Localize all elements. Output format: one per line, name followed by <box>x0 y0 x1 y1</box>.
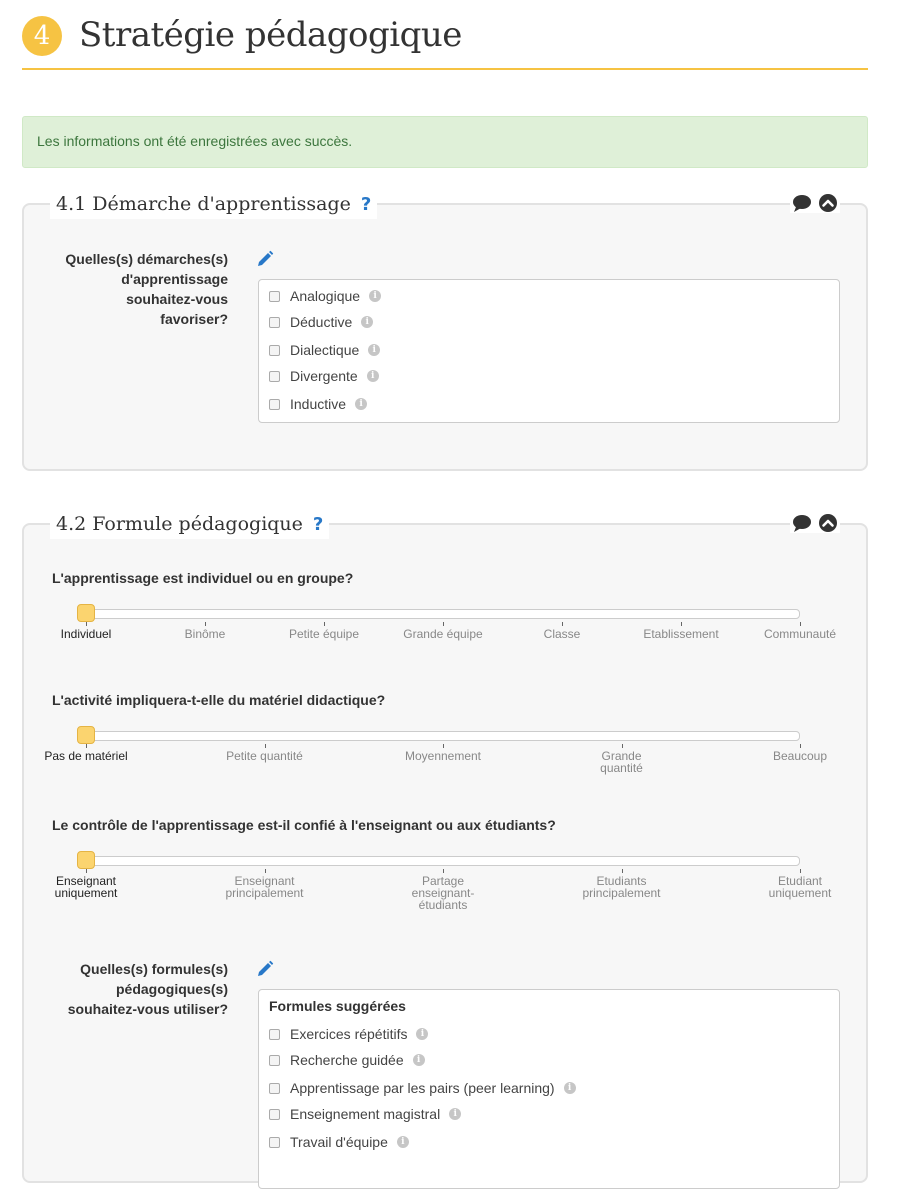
info-icon[interactable]: i <box>449 1108 461 1120</box>
step-number-badge: 4 <box>22 16 62 56</box>
pencil-icon[interactable] <box>256 960 274 978</box>
slider-tick-label-line: Partage <box>421 874 465 888</box>
option-label: Recherche guidée <box>290 1052 404 1068</box>
option-label: Inductive <box>290 396 347 412</box>
info-icon[interactable]: i <box>413 1054 425 1066</box>
formulas-options <box>258 989 840 1189</box>
pencil-icon[interactable] <box>256 250 274 268</box>
slider-tick <box>443 869 444 873</box>
slider-tick-label-line: Enseignant <box>234 874 295 888</box>
slider-tick-label[interactable] <box>621 628 741 640</box>
slider-tick <box>800 744 801 748</box>
slider-tick-label-line: Communauté <box>763 627 837 641</box>
chevron-up-circle-icon[interactable] <box>818 193 838 213</box>
slider-tick <box>205 622 206 626</box>
info-icon[interactable]: i <box>369 290 381 302</box>
option-label: Apprentissage par les pairs (peer learning) <box>290 1080 555 1096</box>
slider-tick-label-line: Etudiant <box>777 874 823 888</box>
option-dialectique[interactable] <box>269 342 380 358</box>
option-label: Enseignement magistral <box>290 1106 441 1122</box>
slider-handle[interactable] <box>77 604 95 622</box>
info-icon[interactable]: i <box>361 316 373 328</box>
slider-tick-label-line: étudiants <box>418 898 468 912</box>
slider-tick-label-line: uniquement <box>768 886 832 900</box>
checkbox[interactable] <box>269 399 280 410</box>
option-analogique[interactable] <box>269 288 381 304</box>
slider-track[interactable] <box>86 609 800 619</box>
slider-tick-label-line: Binôme <box>184 627 226 641</box>
slider-handle[interactable] <box>77 726 95 744</box>
slider-tick-label[interactable] <box>264 628 384 640</box>
slider-tick-label-line: Beaucoup <box>772 749 828 763</box>
panel-title: 4.2 Formule pédagogique <box>56 513 303 535</box>
slider-tick <box>324 622 325 626</box>
formulas-question: Quelles(s) formules(s) pédagogiques(s) souhaitez-vous utiliser? <box>67 961 228 1017</box>
option-label: Travail d'équipe <box>290 1134 388 1150</box>
slider-tick-label-line: enseignant- <box>411 886 475 900</box>
panel-tools <box>790 513 840 533</box>
slider-track[interactable] <box>86 731 800 741</box>
info-icon[interactable]: i <box>416 1028 428 1040</box>
slider-tick-label[interactable] <box>740 875 860 899</box>
slider-tick-label[interactable] <box>740 628 860 640</box>
slider-tick-label[interactable] <box>205 875 325 899</box>
checkbox[interactable] <box>269 1083 280 1094</box>
panel-pedagogical-formula <box>22 513 868 1183</box>
slider-tick <box>800 622 801 626</box>
info-icon[interactable]: i <box>368 344 380 356</box>
panel-legend <box>50 509 329 539</box>
slider-tick-label-line: Etudiants <box>596 874 647 888</box>
panel-legend <box>50 189 377 219</box>
info-icon[interactable]: i <box>397 1136 409 1148</box>
checkbox[interactable] <box>269 371 280 382</box>
checkbox[interactable] <box>269 1137 280 1148</box>
checkbox[interactable] <box>269 1109 280 1120</box>
slider-tick-label[interactable] <box>26 628 146 640</box>
slider-tick <box>265 869 266 873</box>
slider-tick-label[interactable] <box>383 875 503 911</box>
success-alert <box>22 116 868 168</box>
slider-tick <box>681 622 682 626</box>
suggested-formulas-heading: Formules suggérées <box>269 998 406 1014</box>
slider-tick-label-line: principalement <box>582 886 661 900</box>
slider-tick-label[interactable] <box>26 750 146 762</box>
option-peer-learning[interactable] <box>269 1080 576 1096</box>
option-label: Divergente <box>290 368 358 384</box>
slider-tick-label-line: Moyennement <box>404 749 482 763</box>
slider-tick <box>562 622 563 626</box>
comment-icon[interactable] <box>792 513 812 533</box>
checkbox[interactable] <box>269 1055 280 1066</box>
option-deductive[interactable] <box>269 314 373 330</box>
slider-tick-label[interactable] <box>562 750 682 774</box>
slider-tick-label[interactable] <box>562 875 682 899</box>
info-icon[interactable]: i <box>355 398 367 410</box>
group-size-question: L'apprentissage est individuel ou en groupe? <box>52 570 354 586</box>
slider-tick <box>86 869 87 873</box>
help-icon[interactable]: ? <box>312 513 324 535</box>
slider-tick-label-line: Grande <box>601 749 642 763</box>
help-icon[interactable]: ? <box>360 193 372 215</box>
panel-title: 4.1 Démarche d'apprentissage <box>56 193 351 215</box>
slider-tick-label-line: Petite équipe <box>288 627 360 641</box>
slider-tick-label[interactable] <box>502 628 622 640</box>
option-guided-research[interactable] <box>269 1052 425 1068</box>
option-teamwork[interactable] <box>269 1134 409 1150</box>
slider-tick <box>443 744 444 748</box>
checkbox[interactable] <box>269 317 280 328</box>
slider-tick <box>622 744 623 748</box>
chevron-up-circle-icon[interactable] <box>818 513 838 533</box>
slider-tick-label[interactable] <box>740 750 860 762</box>
panel-learning-approach <box>22 193 868 471</box>
slider-tick <box>622 869 623 873</box>
slider-tick-label[interactable] <box>383 750 503 762</box>
slider-track[interactable] <box>86 856 800 866</box>
panel-tools <box>790 193 840 213</box>
material-question: L'activité impliquera-t-elle du matériel didactique? <box>52 692 386 708</box>
slider-tick-label[interactable] <box>26 875 146 899</box>
comment-icon[interactable] <box>792 193 812 213</box>
info-icon[interactable]: i <box>367 370 379 382</box>
option-repetitive-exercises[interactable] <box>269 1026 428 1042</box>
page-header <box>22 12 868 70</box>
slider-tick-label-line: Etablissement <box>643 627 719 641</box>
option-divergente[interactable] <box>269 368 379 384</box>
success-alert-message: Les informations ont été enregistrées avec succès. <box>37 133 353 149</box>
slider-tick-label[interactable] <box>205 750 325 762</box>
learning-approach-question: Quelles(s) démarches(s) d'apprentissage souhaitez-vous favoriser? <box>65 251 228 327</box>
slider-tick-label-line: Grande équipe <box>403 627 483 641</box>
option-label: Dialectique <box>290 342 360 358</box>
page-title: Stratégie pédagogique <box>79 15 462 55</box>
slider-tick-label-line: quantité <box>600 761 643 775</box>
slider-tick <box>800 869 801 873</box>
learning-control-question: Le contrôle de l'apprentissage est-il confié à l'enseignant ou aux étudiants? <box>52 817 556 833</box>
checkbox[interactable] <box>269 345 280 356</box>
slider-tick-label-line: Classe <box>543 627 581 641</box>
slider-tick-label-line: Petite quantité <box>226 749 303 763</box>
option-inductive[interactable] <box>269 396 367 412</box>
slider-tick-label-line: Enseignant <box>55 874 117 888</box>
slider-tick-label-line: uniquement <box>54 886 118 900</box>
slider-tick-label-line: Individuel <box>60 627 112 641</box>
slider-tick <box>86 622 87 626</box>
slider-tick-label-line: principalement <box>225 886 304 900</box>
slider-tick <box>86 744 87 748</box>
checkbox[interactable] <box>269 1029 280 1040</box>
slider-tick <box>443 622 444 626</box>
option-label: Exercices répétitifs <box>290 1026 408 1042</box>
slider-tick-label[interactable] <box>145 628 265 640</box>
slider-tick <box>265 744 266 748</box>
option-label: Analogique <box>290 288 361 304</box>
option-lecture[interactable] <box>269 1106 461 1122</box>
slider-tick-label-line: Pas de matériel <box>44 749 128 763</box>
option-label: Déductive <box>290 314 353 330</box>
slider-handle[interactable] <box>77 851 95 869</box>
info-icon[interactable]: i <box>564 1082 576 1094</box>
checkbox[interactable] <box>269 291 280 302</box>
slider-tick-label[interactable] <box>383 628 503 640</box>
learning-approach-options <box>258 279 840 423</box>
